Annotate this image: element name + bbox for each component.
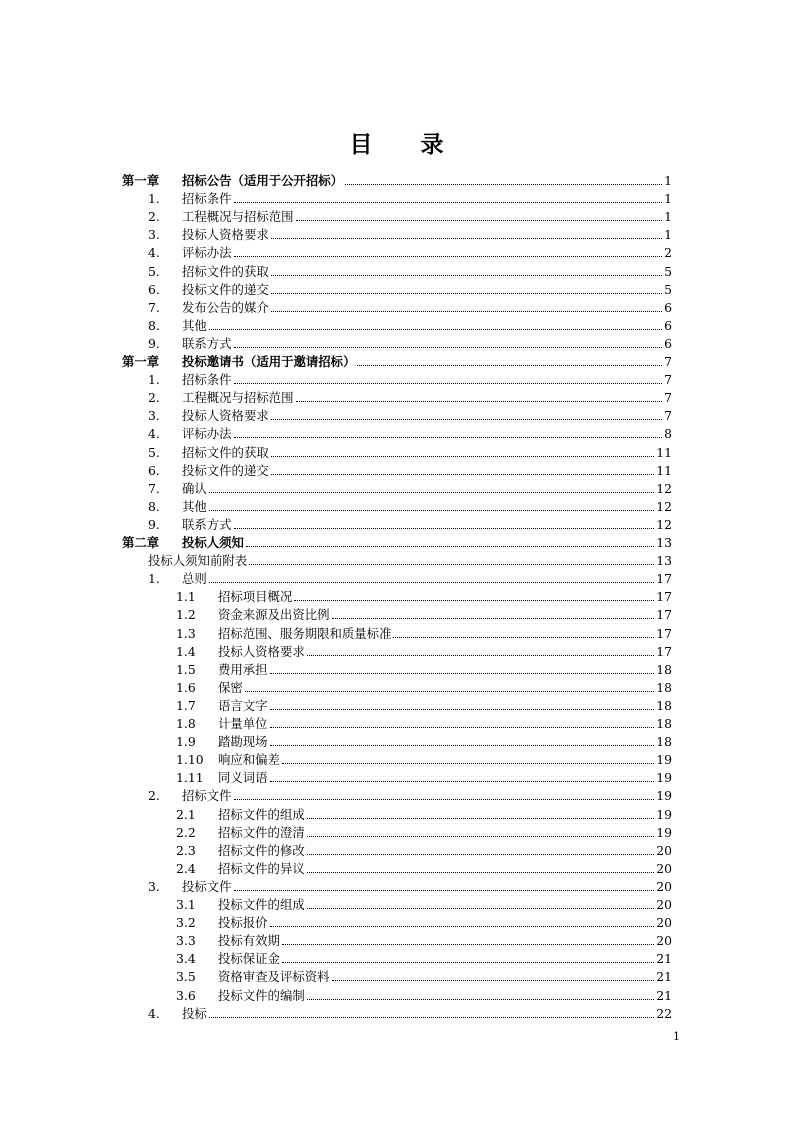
dot-leader <box>234 890 655 891</box>
toc-entry-number: 4. <box>148 245 160 261</box>
toc-entry-number: 1.5 <box>176 661 196 677</box>
dot-leader <box>245 691 654 692</box>
toc-entry-page: 18 <box>656 716 672 731</box>
dot-leader <box>307 872 654 873</box>
toc-entry[interactable] <box>148 208 672 226</box>
toc-entry[interactable] <box>176 842 672 860</box>
dot-leader <box>282 944 654 945</box>
toc-entry-title: 招标条件 <box>182 372 232 388</box>
dot-leader <box>332 618 655 619</box>
toc-entry-number: 1.11 <box>176 770 204 786</box>
page-number: 1 <box>673 1030 680 1043</box>
dot-leader <box>271 419 662 420</box>
toc-entry-page: 17 <box>656 643 672 659</box>
toc-entry-title: 响应和偏差 <box>218 752 280 768</box>
toc-entry-number: 1.9 <box>176 734 196 750</box>
toc-entry-page: 18 <box>656 734 672 750</box>
dot-leader <box>271 474 654 475</box>
toc-entry-number: 1.10 <box>176 752 204 768</box>
toc-entry-title: 工程概况与招标范围 <box>182 209 294 225</box>
toc-entry[interactable] <box>148 425 672 443</box>
dot-leader <box>234 799 655 800</box>
toc-entry[interactable] <box>176 896 672 914</box>
dot-leader <box>234 347 663 348</box>
toc-entry-page: 20 <box>656 878 672 894</box>
toc-chapter-entry[interactable] <box>122 172 672 190</box>
toc-entry[interactable] <box>148 281 672 299</box>
toc-entry[interactable] <box>148 1005 672 1023</box>
dot-leader <box>307 655 654 656</box>
dot-leader <box>249 564 654 565</box>
toc-entry[interactable] <box>148 480 672 498</box>
dot-leader <box>271 238 662 239</box>
toc-entry-title: 投标人须知 <box>182 535 244 550</box>
toc-entry-number: 3.3 <box>176 933 196 949</box>
toc-entry-title: 计量单位 <box>218 716 268 731</box>
toc-entry-title: 投标文件的递交 <box>182 281 269 297</box>
toc-entry-number: 3.6 <box>176 987 196 1003</box>
dot-leader <box>282 763 654 764</box>
toc-entry-page: 18 <box>656 679 672 695</box>
toc-entry-title: 其他 <box>182 498 207 514</box>
dot-leader <box>234 202 663 203</box>
toc-entry-title: 投标文件的编制 <box>218 987 305 1003</box>
dot-leader <box>307 999 654 1000</box>
dot-leader <box>270 727 655 728</box>
dot-leader <box>271 311 662 312</box>
toc-entry[interactable] <box>176 769 672 787</box>
toc-entry-number: 4. <box>148 1005 160 1021</box>
toc-entry-title: 招标文件的获取 <box>182 444 269 460</box>
toc-entry-title: 投标人须知前附表 <box>148 553 248 569</box>
toc-entry-page: 1 <box>664 191 672 207</box>
toc-entry-page: 18 <box>656 661 672 677</box>
toc-entry[interactable] <box>176 588 672 606</box>
toc-entry-number: 2.4 <box>176 860 196 876</box>
toc-entry[interactable] <box>148 570 672 588</box>
dot-leader <box>234 383 663 384</box>
toc-entry-page: 8 <box>664 426 672 442</box>
toc-entry[interactable] <box>148 444 672 462</box>
toc-entry-page: 19 <box>656 806 672 822</box>
toc-entry-title: 评标办法 <box>182 426 232 442</box>
toc-entry-title: 投标 <box>182 1005 207 1021</box>
toc-title: 目 录 <box>349 131 464 158</box>
toc-entry[interactable] <box>176 987 672 1005</box>
dot-leader <box>270 709 655 710</box>
toc-entry-title: 招标条件 <box>182 191 232 207</box>
toc-entry-number: 2.1 <box>176 806 196 822</box>
toc-entry-number: 2. <box>148 788 160 804</box>
toc-entry-title: 投标人资格要求 <box>182 408 269 424</box>
toc-entry[interactable] <box>176 733 672 751</box>
toc-entry-title: 评标办法 <box>182 245 232 261</box>
toc-entry[interactable] <box>176 914 672 932</box>
toc-entry-number: 1.2 <box>176 607 196 623</box>
toc-entry-number: 3.4 <box>176 951 196 967</box>
toc-entry-page: 5 <box>664 281 672 297</box>
toc-entry-number: 第一章 <box>122 173 160 188</box>
toc-entry-number: 1.8 <box>176 716 196 731</box>
toc-entry-page: 19 <box>656 770 672 786</box>
toc-entry-number: 1.6 <box>176 679 196 695</box>
toc-entry-page: 17 <box>656 625 672 641</box>
toc-entry-number: 6. <box>148 281 160 297</box>
toc-entry-title: 招标公告（适用于公开招标） <box>182 173 344 188</box>
toc-entry-number: 1. <box>148 571 160 587</box>
toc-entry-title: 同义词语 <box>218 770 268 786</box>
toc-entry-title: 招标文件的修改 <box>218 842 305 858</box>
toc-entry-page: 17 <box>656 571 672 587</box>
dot-leader <box>270 781 655 782</box>
toc-entry-title: 招标文件的组成 <box>218 806 305 822</box>
toc-entry-number: 2. <box>148 390 160 406</box>
toc-entry-title: 招标文件的澄清 <box>218 824 305 840</box>
toc-entry[interactable] <box>176 806 672 824</box>
toc-entry[interactable] <box>176 625 672 643</box>
dot-leader <box>209 582 654 583</box>
toc-entry-number: 1.4 <box>176 643 196 659</box>
toc-entry-number: 1.1 <box>176 589 196 605</box>
toc-entry-page: 7 <box>664 354 672 369</box>
dot-leader <box>209 510 654 511</box>
toc-entry-page: 6 <box>664 317 672 333</box>
toc-entry-number: 5. <box>148 263 160 279</box>
toc-entry-title: 踏勘现场 <box>218 734 268 750</box>
toc-entry-title: 投标邀请书（适用于邀请招标） <box>182 354 356 369</box>
toc-entry-page: 12 <box>656 516 672 532</box>
toc-entry-page: 13 <box>656 553 672 569</box>
toc-entry[interactable] <box>148 389 672 407</box>
dot-leader <box>271 456 654 457</box>
dot-leader <box>307 836 654 837</box>
toc-entry-title: 招标文件的异议 <box>218 860 305 876</box>
dot-leader <box>246 546 654 547</box>
toc-entry-number: 9. <box>148 516 160 532</box>
toc-entry-title: 资金来源及出资比例 <box>218 607 330 623</box>
toc-entry-number: 2. <box>148 209 160 225</box>
toc-entry[interactable] <box>148 462 672 480</box>
toc-entry-page: 20 <box>656 860 672 876</box>
toc-chapter-entry[interactable] <box>122 534 672 552</box>
toc-entry[interactable] <box>148 190 672 208</box>
toc-entry-number: 8. <box>148 498 160 514</box>
toc-entry[interactable] <box>176 643 672 661</box>
toc-entry-page: 7 <box>664 390 672 406</box>
toc-entry-title: 投标文件的递交 <box>182 462 269 478</box>
dot-leader <box>296 220 663 221</box>
toc-entry-page: 12 <box>656 480 672 496</box>
toc-entry[interactable] <box>176 697 672 715</box>
toc-entry-page: 2 <box>664 245 672 261</box>
toc-entry-page: 13 <box>656 535 672 550</box>
toc-entry-title: 投标保证金 <box>218 951 280 967</box>
toc-entry[interactable] <box>176 661 672 679</box>
toc-entry-number: 3. <box>148 227 160 243</box>
toc-entry-title: 投标文件 <box>182 878 232 894</box>
toc-entry[interactable] <box>176 751 672 769</box>
toc-entry-number: 8. <box>148 317 160 333</box>
toc-entry[interactable] <box>148 263 672 281</box>
toc-entry-number: 第一章 <box>122 354 160 369</box>
dot-leader <box>271 293 662 294</box>
toc-entry-page: 21 <box>656 951 672 967</box>
toc-entry-page: 1 <box>664 227 672 243</box>
toc-entry-number: 3.1 <box>176 897 196 912</box>
toc-entry-title: 保密 <box>218 679 243 695</box>
toc-entry-title: 其他 <box>182 317 207 333</box>
toc-entry-title: 发布公告的媒介 <box>182 299 269 315</box>
toc-entry[interactable] <box>176 950 672 968</box>
toc-entry[interactable] <box>148 371 672 389</box>
toc-entry-page: 6 <box>664 335 672 351</box>
toc-entry[interactable] <box>148 552 672 570</box>
toc-entry-title: 联系方式 <box>182 516 232 532</box>
dot-leader <box>270 926 655 927</box>
toc-entry-page: 19 <box>656 824 672 840</box>
toc-entry[interactable] <box>176 824 672 842</box>
dot-leader <box>345 184 662 185</box>
dot-leader <box>271 275 662 276</box>
toc-entry-page: 11 <box>656 444 672 460</box>
toc-entry-page: 19 <box>656 788 672 804</box>
toc-entry-title: 投标人资格要求 <box>182 227 269 243</box>
toc-entry-title: 总则 <box>182 571 207 587</box>
toc-entry-number: 3. <box>148 878 160 894</box>
dot-leader <box>296 401 663 402</box>
toc-entry[interactable] <box>148 878 672 896</box>
toc-entry-page: 22 <box>656 1005 672 1021</box>
toc-entry-number: 5. <box>148 444 160 460</box>
toc-entry[interactable] <box>176 606 672 624</box>
toc-entry-page: 7 <box>664 372 672 388</box>
toc-entry-number: 3.5 <box>176 969 196 985</box>
dot-leader <box>307 818 654 819</box>
toc-entry-number: 3. <box>148 408 160 424</box>
dot-leader <box>209 492 654 493</box>
toc-entry-title: 投标报价 <box>218 915 268 931</box>
toc-entry-title: 招标文件 <box>182 788 232 804</box>
toc-entry-number: 1. <box>148 372 160 388</box>
toc-entry-title: 资格审查及评标资料 <box>218 969 330 985</box>
toc-entry-page: 20 <box>656 842 672 858</box>
dot-leader <box>209 1017 654 1018</box>
dot-leader <box>270 673 655 674</box>
toc-entry-page: 5 <box>664 263 672 279</box>
toc-chapter-entry[interactable] <box>122 353 672 371</box>
dot-leader <box>393 637 654 638</box>
dot-leader <box>307 908 654 909</box>
toc-entry[interactable] <box>148 787 672 805</box>
toc-entry-number: 6. <box>148 462 160 478</box>
toc-entry-page: 12 <box>656 498 672 514</box>
toc-entry[interactable] <box>176 679 672 697</box>
toc-entry[interactable] <box>148 407 672 425</box>
toc-entry-title: 语言文字 <box>218 697 268 713</box>
toc-entry-page: 18 <box>656 697 672 713</box>
toc-entry-page: 21 <box>656 969 672 985</box>
toc-entry-title: 投标人资格要求 <box>218 643 305 659</box>
toc-entry-title: 招标项目概况 <box>218 589 293 605</box>
dot-leader <box>209 329 662 330</box>
toc-entry-page: 20 <box>656 933 672 949</box>
toc-entry-title: 工程概况与招标范围 <box>182 390 294 406</box>
dot-leader <box>357 365 662 366</box>
toc-entry-page: 6 <box>664 299 672 315</box>
toc-entry-number: 1.7 <box>176 697 196 713</box>
toc-entry-number: 2.2 <box>176 824 196 840</box>
toc-entry-number: 1.3 <box>176 625 196 641</box>
toc-entry-page: 1 <box>664 209 672 225</box>
dot-leader <box>234 256 663 257</box>
toc-entry[interactable] <box>176 715 672 733</box>
toc-entry-title: 联系方式 <box>182 335 232 351</box>
toc-entry-page: 1 <box>664 173 672 188</box>
toc-entry-page: 17 <box>656 607 672 623</box>
toc-entry-number: 7. <box>148 480 160 496</box>
toc-entry[interactable] <box>148 244 672 262</box>
toc-entry-page: 17 <box>656 589 672 605</box>
dot-leader <box>234 528 655 529</box>
toc-entry[interactable] <box>176 968 672 986</box>
dot-leader <box>270 745 655 746</box>
toc-entry-title: 投标文件的组成 <box>218 897 305 912</box>
toc-entry-number: 9. <box>148 335 160 351</box>
dot-leader <box>294 600 654 601</box>
dot-leader <box>307 854 654 855</box>
toc-entry-title: 费用承担 <box>218 661 268 677</box>
toc-entry[interactable] <box>148 317 672 335</box>
toc-entry-number: 7. <box>148 299 160 315</box>
toc-entry[interactable] <box>148 516 672 534</box>
dot-leader <box>234 437 663 438</box>
toc-entry-title: 招标文件的获取 <box>182 263 269 279</box>
toc-entry[interactable] <box>148 335 672 353</box>
dot-leader <box>282 962 654 963</box>
toc-entry-number: 3.2 <box>176 915 196 931</box>
toc-entry-page: 20 <box>656 897 672 912</box>
toc-entry-title: 招标范围、服务期限和质量标准 <box>218 625 392 641</box>
toc-entry[interactable] <box>176 860 672 878</box>
dot-leader <box>332 980 655 981</box>
toc-entry-page: 19 <box>656 752 672 768</box>
toc-entry-title: 投标有效期 <box>218 933 280 949</box>
toc-entry-number: 4. <box>148 426 160 442</box>
toc-entry-number: 1. <box>148 191 160 207</box>
toc-entry-page: 21 <box>656 987 672 1003</box>
toc-entry-number: 2.3 <box>176 842 196 858</box>
toc-entry[interactable] <box>148 498 672 516</box>
toc-entry-page: 11 <box>656 462 672 478</box>
toc-entry[interactable] <box>176 932 672 950</box>
toc-entry-number: 第二章 <box>122 535 160 550</box>
toc-entry-page: 20 <box>656 915 672 931</box>
toc-entry[interactable] <box>148 226 672 244</box>
toc-entry-page: 7 <box>664 408 672 424</box>
toc-entry[interactable] <box>148 299 672 317</box>
toc-entry-title: 确认 <box>182 480 207 496</box>
